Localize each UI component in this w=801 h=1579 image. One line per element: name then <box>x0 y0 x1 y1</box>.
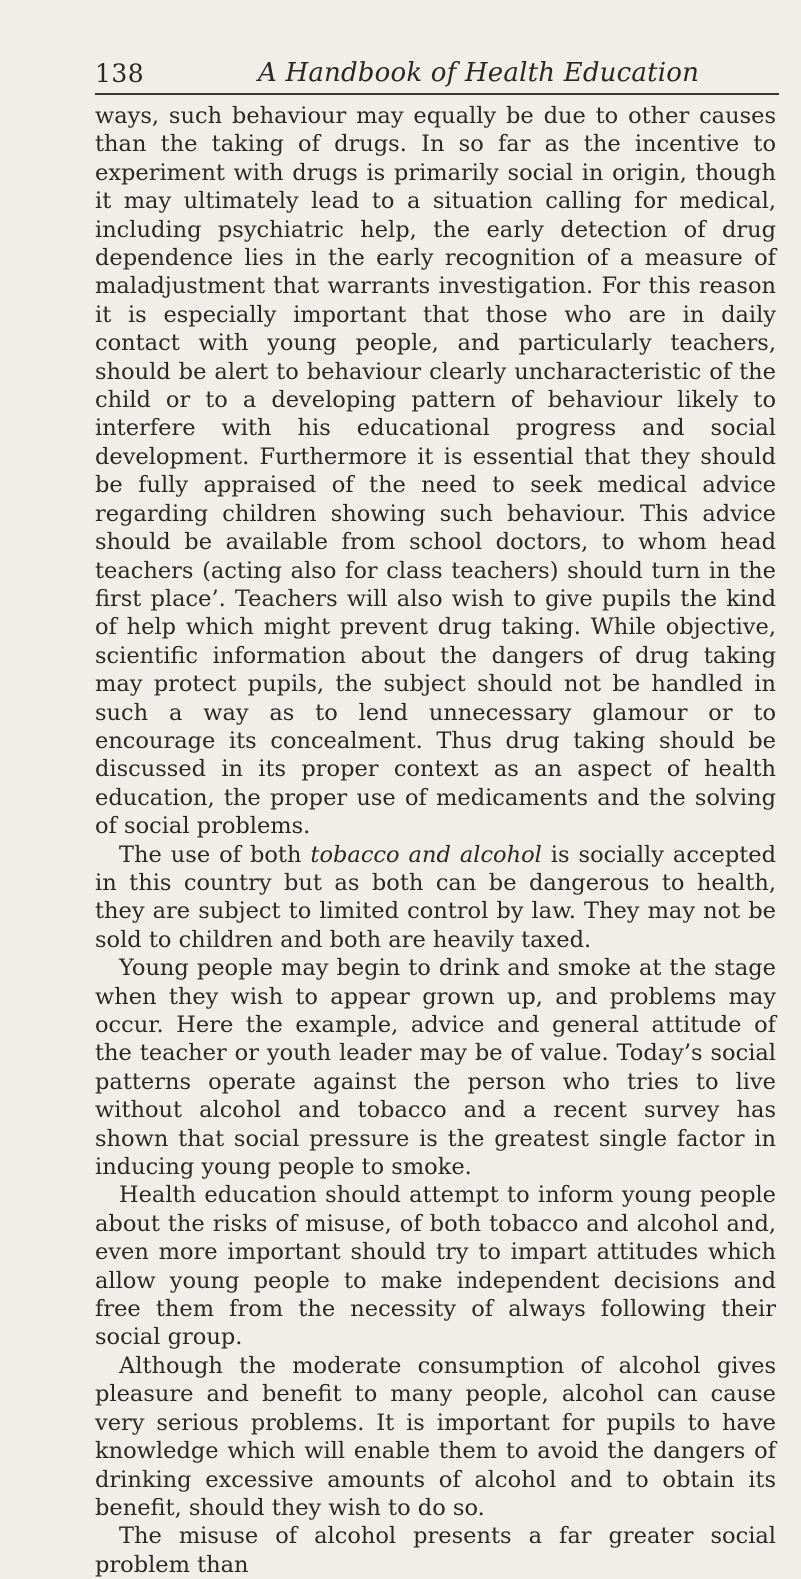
paragraph-young-people: Young people may begin to drink and smoke at the stage when they wish to appear grown up, and problems may occur. Here the example, advice and general attitude of the teacher or youth leader may be of value. Today’s social patterns operate against the person who tries to live without alcohol and tobacco and a recent survey has shown that social pressure is the greatest single factor in inducing young people to smoke. <box>95 955 776 1181</box>
italic-term: tobacco and alcohol <box>310 841 542 868</box>
book-title: A Handbook of Health Education <box>258 58 700 88</box>
paragraph-drug-dependence: ways, such behaviour may equally be due to other causes than the taking of drugs. In so far as the incentive to experiment with drugs is primarily social in origin, though it may ultimately lead to a situation calling for medical, including psychiatric help, the early detection of drug dependence lies in the early recognition of a measure of maladjustment that warrants investigation. For this reason it is especially important that those who are in daily contact with young people, and particularly teachers, should be alert to behaviour clearly uncharacteristic of the child or to a developing pattern of behaviour likely to interfere with his educational progress and social development. Furthermore it is essential that they should be fully appraised of the need to seek medical advice regarding children showing such behaviour. This advice should be available from school doctors, to whom head teachers (acting also for class teachers) should turn in the first place’. Teachers will also wish to give pupils the kind of help which might prevent drug taking. While objective, scientific information about the dangers of drug taking may protect pupils, the subject should not be handled in such a way as to lend unnecessary glamour or to encourage its concealment. Thus drug taking should be discussed in its proper context as an aspect of health education, the proper use of medicaments and the solving of social problems. <box>95 103 776 840</box>
paragraph-health-education: Health education should attempt to inform young people about the risks of misuse, of both tobacco and alcohol and, even more important should try to impart attitudes which allow young people to make independent decisions and free them from the necessity of always following their social group. <box>95 1182 776 1351</box>
paragraph-text: The use of both <box>119 841 311 868</box>
paragraph-tobacco-alcohol-law <box>95 841 776 955</box>
body-text <box>95 102 776 1579</box>
paragraph-text: is socially accepted in this country but as both can be dangerous to health, they are subject to limited control by law. They may not be sold to children and both are heavily taxed. <box>95 841 776 953</box>
paragraph-misuse-alcohol: The misuse of alcohol presents a far greater social problem than <box>95 1523 776 1578</box>
page-number: 138 <box>95 59 145 88</box>
running-head <box>95 57 779 95</box>
paragraph-moderate-consumption: Although the moderate consumption of alcohol gives pleasure and benefit to many people, alcohol can cause very serious problems. It is important for pupils to have knowledge which will enable them to avoid the dangers of drinking excessive amounts of alcohol and to obtain its benefit, should they wish to do so. <box>95 1352 776 1521</box>
